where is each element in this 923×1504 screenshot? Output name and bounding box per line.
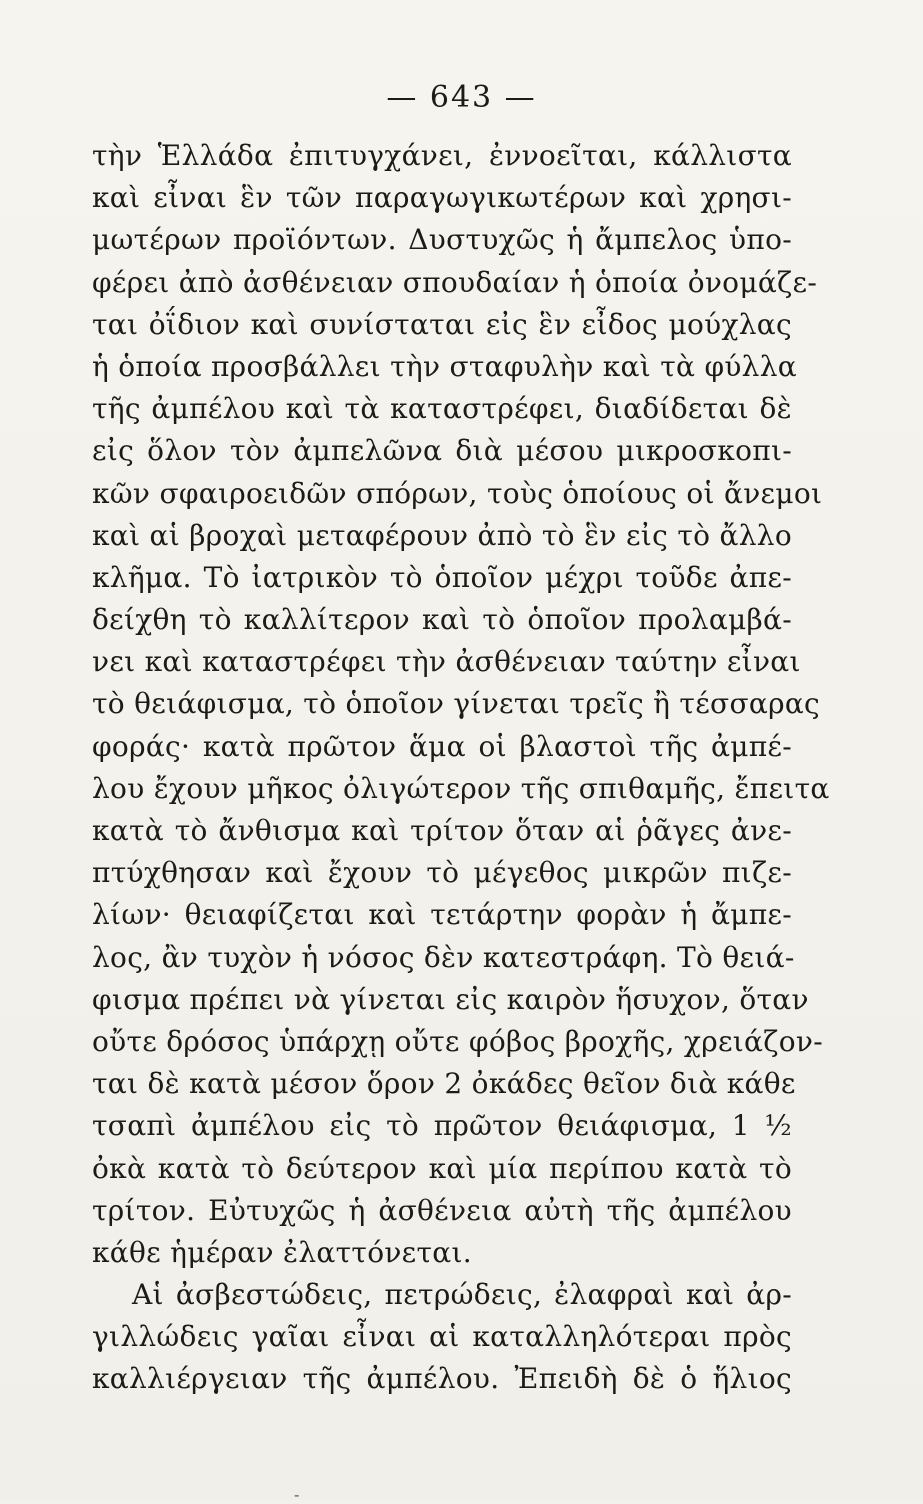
paragraph-start-line: Αἱ ἀσβεστώδεις, πετρώδεις, ἐλαφραὶ καὶ ἀρ-	[132, 1278, 792, 1312]
text-line: ὀκὰ κατὰ τὸ δεύτερον καὶ μία περίπου κατὰ τὸ	[92, 1151, 792, 1185]
text-line: πτύχθησαν καὶ ἔχουν τὸ μέγεθος μικρῶν πιζε-	[92, 856, 792, 890]
text-line: ται δὲ κατὰ μέσον ὅρον 2 ὀκάδες θεῖον διὰ κάθε	[92, 1067, 796, 1101]
text-line: κατὰ τὸ ἄνθισμα καὶ τρίτον ὅταν αἱ ῥᾶγες ἀνε-	[92, 814, 792, 847]
text-line: φισμα πρέπει νὰ γίνεται εἰς καιρὸν ἥσυχον, ὅταν	[92, 982, 809, 1016]
text-line: καὶ εἶναι ἓν τῶν παραγωγικωτέρων καὶ χρησι-	[92, 181, 792, 215]
text-line: κῶν σφαιροειδῶν σπόρων, τοὺς ὁποίους οἱ ἄνεμοι	[92, 476, 823, 510]
text-line: γιλλώδεις γαῖαι εἶναι αἱ καταλληλότεραι πρὸς	[92, 1320, 792, 1354]
text-line: οὔτε δρόσος ὑπάρχῃ οὔτε φόβος βροχῆς, χρειάζον-	[92, 1024, 823, 1058]
text-line: φοράς· κατὰ πρῶτον ἅμα οἱ βλαστοὶ τῆς ἀμπέ-	[92, 729, 792, 763]
text-line: κλῆμα. Τὸ ἰατρικὸν τὸ ὁποῖον μέχρι τοῦδε ἀπε-	[92, 560, 792, 594]
text-line: τσαπὶ ἀμπέλου εἰς τὸ πρῶτον θειάφισμα, 1 ½	[92, 1109, 792, 1143]
text-line: τρίτον. Εὐτυχῶς ἡ ἀσθένεια αὐτὴ τῆς ἀμπέλου	[92, 1193, 792, 1227]
body-text	[92, 135, 830, 1401]
text-line: τὴν Ἑλλάδα ἐπιτυγχάνει, ἐννοεῖται, κάλλιστα	[92, 139, 792, 172]
text-line: καὶ αἱ βροχαὶ μεταφέρουν ἀπὸ τὸ ἓν εἰς τὸ ἄλλο	[92, 518, 792, 552]
text-line: καλλιέργειαν τῆς ἀμπέλου. Ἐπειδὴ δὲ ὁ ἥλιος	[92, 1362, 792, 1396]
text-line: νει καὶ καταστρέφει τὴν ἀσθένειαν ταύτην εἶναι	[92, 645, 801, 679]
text-line: ται ὀΐδιον καὶ συνίσταται εἰς ἓν εἶδος μούχλας	[92, 307, 792, 341]
text-line: τῆς ἀμπέλου καὶ τὰ καταστρέφει, διαδίδεται δὲ	[92, 392, 792, 426]
text-line: δείχθη τὸ καλλίτερον καὶ τὸ ὁποῖον προλαμβά-	[92, 603, 792, 637]
text-line: μωτέρων προϊόντων. Δυστυχῶς ἡ ἄμπελος ὑπο-	[92, 223, 792, 257]
text-line: λίων· θειαφίζεται καὶ τετάρτην φορὰν ἡ ἄμπε-	[92, 898, 792, 932]
text-line: ἡ ὁποία προσβάλλει τὴν σταφυλὴν καὶ τὰ φύλλα	[92, 349, 797, 383]
page-number: — 643 —	[386, 80, 537, 115]
text-line: κάθε ἡμέραν ἐλαττόνεται.	[92, 1235, 472, 1269]
footer-mark: -	[294, 1485, 300, 1504]
text-line: λος, ἂν τυχὸν ἡ νόσος δὲν κατεστράφη. Τὸ θειά-	[92, 940, 795, 974]
text-line: λου ἔχουν μῆκος ὀλιγώτερον τῆς σπιθαμῆς, ἔπειτα	[92, 771, 830, 805]
text-line: εἰς ὅλον τὸν ἀμπελῶνα διὰ μέσου μικροσκοπι-	[92, 434, 792, 468]
text-line: φέρει ἀπὸ ἀσθένειαν σπουδαίαν ἡ ὁποία ὀνομάζε-	[92, 265, 818, 299]
text-line: τὸ θειάφισμα, τὸ ὁποῖον γίνεται τρεῖς ἢ τέσσαρας	[92, 687, 821, 721]
